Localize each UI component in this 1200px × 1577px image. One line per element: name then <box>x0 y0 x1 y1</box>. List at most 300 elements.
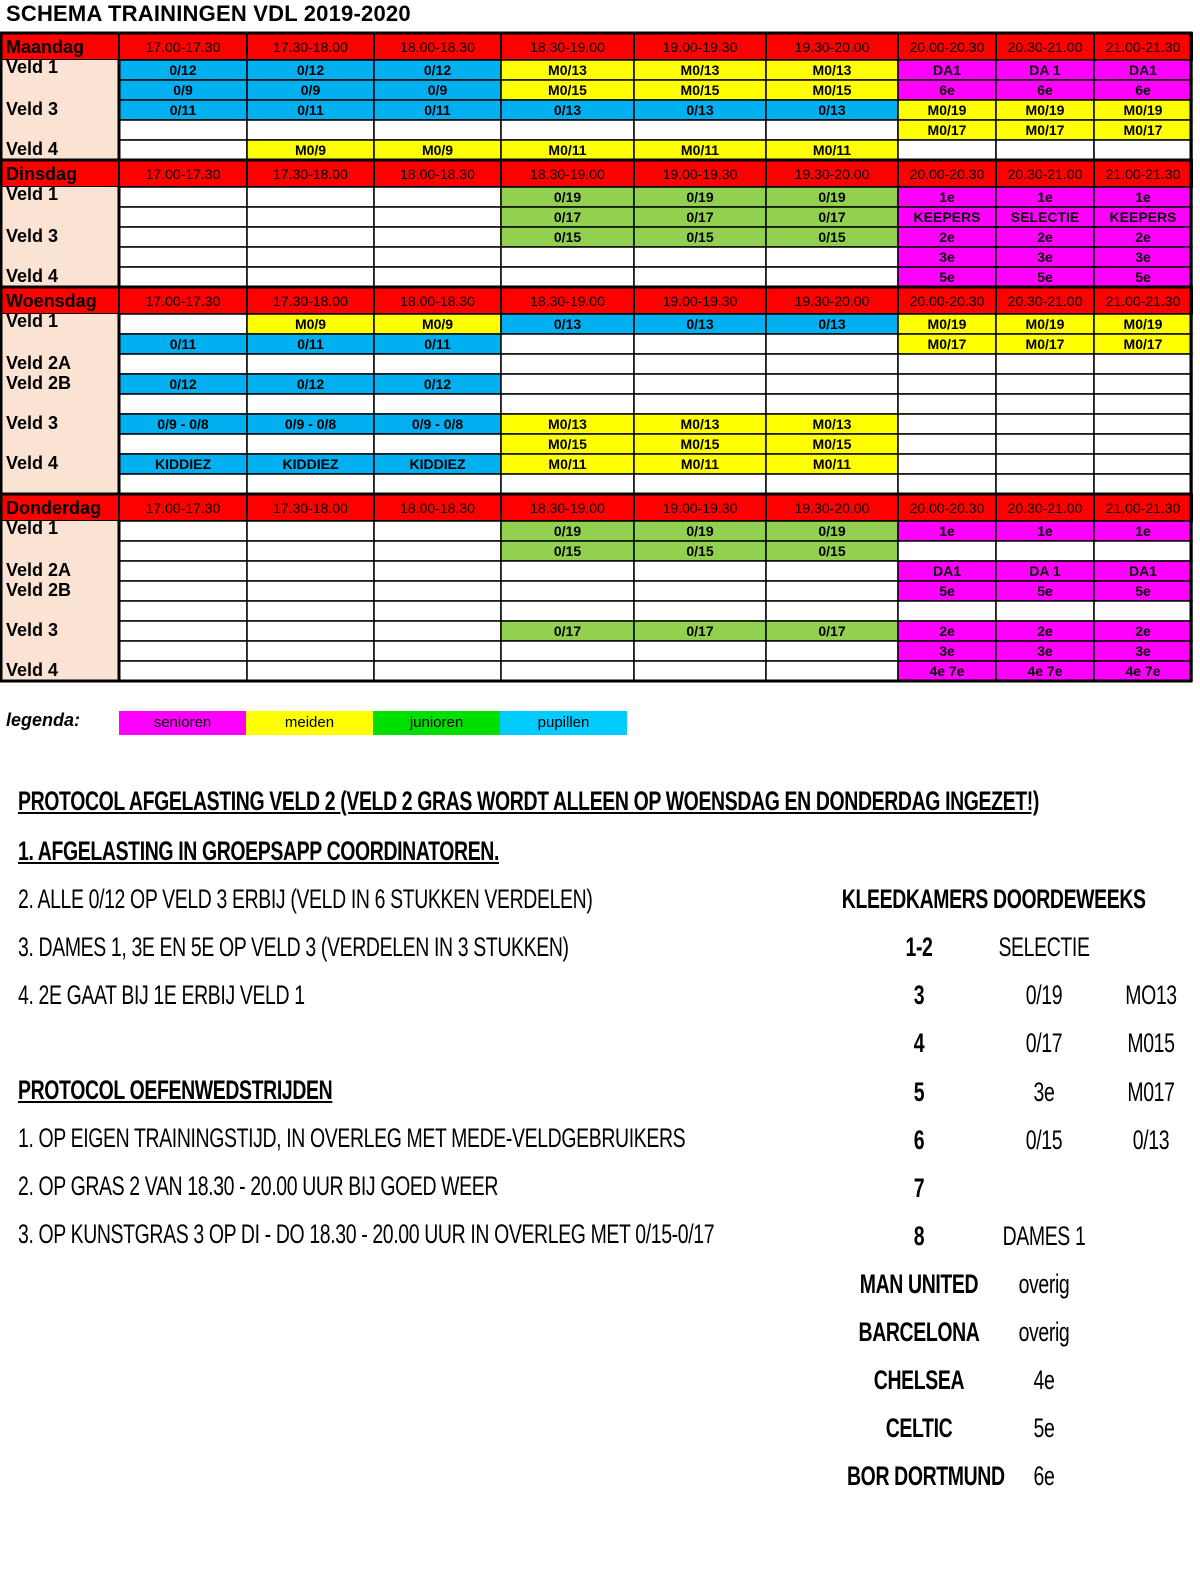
schedule-cell <box>1094 394 1192 414</box>
schedule-cell-label: 3e <box>1037 643 1053 659</box>
time-slot-label: 17.30-18.00 <box>273 293 348 309</box>
schedule-cell-label: M0/9 <box>421 316 454 332</box>
schedule-cell-label: M0/19 <box>1025 316 1065 332</box>
schedule-cell-label: 0/9 - 0/8 <box>284 416 337 432</box>
schedule-cell-label: M0/11 <box>548 142 587 158</box>
time-slot-label: 17.30-18.00 <box>273 500 348 516</box>
schedule-cell-label: M0/19 <box>1123 102 1163 118</box>
time-slot-label: 17.00-17.30 <box>145 39 221 55</box>
schedule-cell <box>766 601 898 621</box>
schedule-cell <box>119 474 247 494</box>
schedule-cell-label: 1e <box>1135 189 1151 205</box>
schedule-cell-label: 0/13 <box>686 102 714 118</box>
schedule-cell <box>119 314 247 334</box>
schedule-cell-label: M0/15 <box>812 436 852 452</box>
kleedkamer-number: MAN UNITED <box>859 1269 979 1299</box>
schedule-cell <box>119 621 247 641</box>
schedule-cell-label: M0/17 <box>1025 122 1065 138</box>
field-label: Veld 1 <box>6 184 59 204</box>
schedule-cell <box>501 581 634 601</box>
schedule-cell <box>374 354 501 374</box>
schedule-cell <box>374 434 501 454</box>
time-slot-label: 20.30-21.00 <box>1007 166 1083 182</box>
schedule-cell-label: 0/9 - 0/8 <box>411 416 464 432</box>
schedule-cell-label: M0/13 <box>680 416 720 432</box>
time-slot-label: 17.00-17.30 <box>145 166 221 182</box>
schedule-cell <box>1094 374 1192 394</box>
schedule-cell <box>898 140 996 160</box>
schedule-cell-label: 0/9 <box>300 82 321 98</box>
schedule-cell <box>501 661 634 681</box>
schedule-cell-label: M0/11 <box>680 142 720 158</box>
schedule-cell <box>119 541 247 561</box>
schedule-cell <box>898 541 996 561</box>
schedule-cell-label: 0/15 <box>553 229 582 245</box>
schedule-cell <box>501 374 634 394</box>
schedule-cell <box>374 227 501 247</box>
schedule-cell <box>996 374 1094 394</box>
time-slot-label: 17.30-18.00 <box>273 166 348 182</box>
kleedkamer-team: overig <box>1018 1317 1070 1347</box>
schedule-cell <box>119 187 247 207</box>
schedule-cell <box>374 394 501 414</box>
schedule-cell <box>247 434 374 454</box>
schedule-cell-label: 0/11 <box>169 336 197 352</box>
schedule-cell <box>1094 541 1192 561</box>
schedule-cell-label: M0/13 <box>548 416 587 432</box>
schedule-cell <box>1094 474 1192 494</box>
kleedkamers-title: KLEEDKAMERS DOORDEWEEKS <box>841 884 1146 914</box>
schedule-cell <box>634 581 766 601</box>
schedule-cell-label: M0/19 <box>927 316 967 332</box>
schedule-cell-label: M0/13 <box>812 62 852 78</box>
schedule-cell-label: 0/17 <box>818 623 846 639</box>
time-slot-label: 18.30-19.00 <box>530 293 605 309</box>
time-slot-label: 20.30-21.00 <box>1007 39 1083 55</box>
schedule-cell <box>374 474 501 494</box>
schedule-cell <box>247 581 374 601</box>
protocol-afgelasting-item-3: 3. DAMES 1, 3E EN 5E OP VELD 3 (VERDELEN IN 3 STUKKEN) <box>18 932 569 962</box>
schedule-cell-label: M0/11 <box>812 142 852 158</box>
protocol-oefen-item-1: 1. OP EIGEN TRAININGSTIJD, IN OVERLEG MET MEDE-VELDGEBRUIKERS <box>18 1123 686 1153</box>
schedule-cell <box>766 354 898 374</box>
schedule-cell-label: M0/9 <box>421 142 454 158</box>
schedule-cell <box>119 394 247 414</box>
schedule-cell-label: 2e <box>939 229 955 245</box>
field-label: Veld 2B <box>6 580 72 600</box>
kleedkamer-team: 4e <box>1033 1365 1055 1395</box>
schedule-cell-label: 3e <box>1135 249 1151 265</box>
field-label: Veld 2A <box>6 560 72 580</box>
schedule-cell <box>374 521 501 541</box>
schedule-cell-label: 0/11 <box>169 102 197 118</box>
schedule-cell-label: M0/11 <box>548 456 587 472</box>
schedule-cell-label: 0/11 <box>297 102 324 118</box>
kleedkamer-number: CELTIC <box>885 1413 953 1443</box>
time-slot-label: 19.30-20.00 <box>794 166 870 182</box>
time-slot-label: 20.00-20.30 <box>909 293 985 309</box>
time-slot-label: 18.00-18.30 <box>400 500 475 516</box>
schedule-cell <box>766 661 898 681</box>
schedule-cell-label: 0/17 <box>553 209 582 225</box>
schedule-cell <box>247 394 374 414</box>
schedule-cell <box>501 641 634 661</box>
schedule-cell <box>898 374 996 394</box>
schedule-cell-label: M0/17 <box>1123 122 1163 138</box>
schedule-cell-label: 2e <box>1135 623 1151 639</box>
schedule-cell <box>766 561 898 581</box>
schedule-cell <box>996 601 1094 621</box>
schedule-cell <box>996 394 1094 414</box>
schedule-cell <box>374 601 501 621</box>
schedule-cell-label: M0/19 <box>1123 316 1163 332</box>
kleedkamer-number: 6 <box>913 1125 925 1155</box>
protocol-oefen-item-3: 3. OP KUNSTGRAS 3 OP DI - DO 18.30 - 20.00 UUR IN OVERLEG MET 0/15-0/17 <box>18 1219 715 1249</box>
schedule-cell-label: 0/9 <box>173 82 193 98</box>
kleedkamer-team: 6e <box>1033 1461 1055 1491</box>
field-label: Veld 1 <box>6 57 59 77</box>
schedule-cell-label: M0/15 <box>548 82 587 98</box>
day-name: Woensdag <box>6 291 97 311</box>
schedule-cell <box>247 561 374 581</box>
kleedkamer-number: 3 <box>913 980 925 1010</box>
schedule-cell <box>119 581 247 601</box>
schedule-cell-label: 0/9 <box>427 82 448 98</box>
kleedkamer-team: 0/13 <box>1132 1125 1170 1155</box>
time-slot-label: 19.30-20.00 <box>794 500 870 516</box>
field-label: Veld 2B <box>6 373 72 393</box>
kleedkamer-team: M015 <box>1127 1028 1175 1058</box>
schedule-cell <box>119 434 247 454</box>
time-slot-label: 17.00-17.30 <box>145 500 221 516</box>
schedule-cell-label: 2e <box>1037 623 1053 639</box>
schedule-cell <box>501 601 634 621</box>
time-slot-label: 18.00-18.30 <box>400 293 475 309</box>
schedule-cell-label: 6e <box>939 82 955 98</box>
day-name: Donderdag <box>6 498 102 518</box>
schedule-cell-label: 0/15 <box>686 543 714 559</box>
time-slot-label: 18.30-19.00 <box>530 500 605 516</box>
schedule-cell-label: M0/17 <box>1025 336 1065 352</box>
time-slot-label: 20.00-20.30 <box>909 166 985 182</box>
schedule-cell <box>247 621 374 641</box>
schedule-cell <box>374 120 501 140</box>
schedule-cell-label: 2e <box>939 623 955 639</box>
schedule-cell <box>119 267 247 287</box>
time-slot-label: 19.00-19.30 <box>662 166 738 182</box>
schedule-cell-label: 0/13 <box>553 102 582 118</box>
schedule-cell <box>374 207 501 227</box>
day-name: Maandag <box>6 37 85 57</box>
schedule-cell <box>898 434 996 454</box>
time-slot-label: 18.00-18.30 <box>400 39 475 55</box>
schedule-cell-label: 0/19 <box>818 523 846 539</box>
schedule-cell <box>374 581 501 601</box>
schedule-cell <box>374 661 501 681</box>
schedule-cell-label: 4e 7e <box>929 663 965 679</box>
schedule-cell <box>996 354 1094 374</box>
schedule-cell <box>766 374 898 394</box>
schedule-cell-label: DA 1 <box>1029 62 1061 78</box>
schedule-cell-label: 2e <box>1037 229 1053 245</box>
kleedkamer-team: 0/19 <box>1025 980 1063 1010</box>
time-slot-label: 19.30-20.00 <box>794 39 870 55</box>
schedule-cell-label: M0/15 <box>680 436 720 452</box>
time-slot-label: 19.00-19.30 <box>662 500 738 516</box>
schedule-cell-label: 0/9 - 0/8 <box>157 416 209 432</box>
kleedkamer-team: 0/17 <box>1025 1028 1063 1058</box>
schedule-cell-label: KEEPERS <box>1109 209 1177 225</box>
schedule-cell-label: 0/15 <box>818 543 846 559</box>
schedule-cell-label: 0/19 <box>553 523 582 539</box>
field-label: Veld 4 <box>6 266 59 286</box>
field-label: Veld 1 <box>6 311 59 331</box>
schedule-cell <box>766 120 898 140</box>
day-name: Dinsdag <box>6 164 78 184</box>
schedule-cell <box>119 521 247 541</box>
schedule-cell <box>634 120 766 140</box>
schedule-cell <box>634 561 766 581</box>
schedule-cell-label: M0/11 <box>680 456 720 472</box>
schedule-cell-label: 3e <box>939 249 955 265</box>
schedule-cell <box>501 394 634 414</box>
schedule-cell-label: 0/17 <box>686 623 714 639</box>
schedule-cell-label: 5e <box>1135 583 1151 599</box>
time-slot-label: 18.30-19.00 <box>530 166 605 182</box>
field-label: Veld 3 <box>6 99 59 119</box>
schedule-cell <box>996 474 1094 494</box>
time-slot-label: 17.00-17.30 <box>145 293 221 309</box>
schedule-cell <box>247 120 374 140</box>
schedule-cell-label: M0/19 <box>1025 102 1065 118</box>
schedule-cell-label: 5e <box>1037 583 1053 599</box>
schedule-cell-label: M0/13 <box>548 62 587 78</box>
schedule-cell <box>634 661 766 681</box>
training-schedule-table <box>0 31 1196 704</box>
schedule-cell <box>1094 354 1192 374</box>
protocol-oefen-item-2: 2. OP GRAS 2 VAN 18.30 - 20.00 UUR BIJ GOED WEER <box>18 1171 499 1201</box>
legend-label: legenda: <box>6 710 81 730</box>
schedule-cell-label: 3e <box>1037 249 1053 265</box>
schedule-cell <box>374 621 501 641</box>
schedule-cell <box>374 247 501 267</box>
schedule-cell <box>501 561 634 581</box>
kleedkamer-number: CHELSEA <box>873 1365 965 1395</box>
schedule-cell <box>374 267 501 287</box>
schedule-cell <box>634 374 766 394</box>
schedule-cell-label: 6e <box>1135 82 1151 98</box>
time-slot-label: 18.00-18.30 <box>400 166 475 182</box>
schedule-cell-label: 0/12 <box>423 376 452 392</box>
schedule-cell <box>247 227 374 247</box>
schedule-cell <box>501 474 634 494</box>
schedule-cell <box>247 247 374 267</box>
time-slot-label: 18.30-19.00 <box>530 39 605 55</box>
schedule-cell <box>247 521 374 541</box>
schedule-cell-label: SELECTIE <box>1010 209 1080 225</box>
kleedkamer-number: 4 <box>913 1028 925 1058</box>
schedule-cell-label: M0/15 <box>548 436 587 452</box>
schedule-cell <box>119 354 247 374</box>
schedule-cell <box>374 641 501 661</box>
schedule-cell <box>766 334 898 354</box>
time-slot-label: 21.00-21.30 <box>1105 166 1181 182</box>
schedule-cell-label: 4e 7e <box>1027 663 1063 679</box>
schedule-cell <box>247 267 374 287</box>
schedule-cell <box>119 561 247 581</box>
kleedkamer-number: BARCELONA <box>858 1317 980 1347</box>
schedule-cell <box>898 474 996 494</box>
field-column <box>0 521 119 681</box>
schedule-cell-label: KIDDIEZ <box>282 456 339 472</box>
time-slot-label: 20.30-21.00 <box>1007 293 1083 309</box>
schedule-cell-label: 0/13 <box>818 102 846 118</box>
schedule-cell-label: M0/15 <box>812 82 852 98</box>
schedule-cell <box>898 414 996 434</box>
schedule-cell <box>119 601 247 621</box>
schedule-cell <box>119 227 247 247</box>
schedule-cell <box>374 541 501 561</box>
time-slot-label: 19.30-20.00 <box>794 293 870 309</box>
schedule-cell <box>247 187 374 207</box>
schedule-cell-label: 0/12 <box>169 62 197 78</box>
schedule-cell-label: 0/19 <box>553 189 582 205</box>
kleedkamer-team: M017 <box>1127 1077 1175 1107</box>
schedule-cell <box>634 247 766 267</box>
schedule-cell-label: 0/15 <box>686 229 714 245</box>
legend-meiden: meiden <box>246 711 373 735</box>
page-title: SCHEMA TRAININGEN VDL 2019-2020 <box>6 1 411 26</box>
schedule-cell-label: 0/13 <box>553 316 582 332</box>
schedule-cell <box>634 267 766 287</box>
schedule-cell-label: 5e <box>1037 269 1053 285</box>
schedule-cell-label: 4e 7e <box>1125 663 1161 679</box>
schedule-cell-label: 0/17 <box>686 209 714 225</box>
schedule-cell <box>247 541 374 561</box>
field-label: Veld 2A <box>6 353 72 373</box>
protocol-afgelasting-item-1: 1. AFGELASTING IN GROEPSAPP COORDINATOREN. <box>18 836 500 866</box>
field-label: Veld 3 <box>6 413 59 433</box>
schedule-cell-label: M0/17 <box>927 122 967 138</box>
schedule-cell <box>996 541 1094 561</box>
kleedkamer-team: 0/15 <box>1025 1125 1063 1155</box>
schedule-cell-label: 5e <box>939 269 955 285</box>
schedule-cell-label: M0/9 <box>294 316 327 332</box>
schedule-cell-label: 1e <box>939 189 955 205</box>
protocol-afgelasting-item-4: 4. 2E GAAT BIJ 1E ERBIJ VELD 1 <box>18 980 305 1010</box>
kleedkamer-team: 3e <box>1033 1077 1055 1107</box>
field-label: Veld 4 <box>6 453 59 473</box>
schedule-cell-label: M0/13 <box>680 62 720 78</box>
time-slot-label: 19.00-19.30 <box>662 39 738 55</box>
schedule-cell-label: 6e <box>1037 82 1053 98</box>
schedule-cell <box>634 641 766 661</box>
schedule-cell <box>996 434 1094 454</box>
field-label: Veld 4 <box>6 660 59 680</box>
protocol-afgelasting-title: PROTOCOL AFGELASTING VELD 2 (VELD 2 GRAS WORDT ALLEEN OP WOENSDAG EN DONDERDAG INGEZET!) <box>18 786 1040 816</box>
schedule-cell-label: KIDDIEZ <box>409 456 466 472</box>
time-slot-label: 21.00-21.30 <box>1105 293 1181 309</box>
kleedkamer-team: MO13 <box>1125 980 1177 1010</box>
schedule-cell <box>247 641 374 661</box>
schedule-cell <box>119 247 247 267</box>
kleedkamer-number: 8 <box>913 1221 925 1251</box>
schedule-cell-label: 3e <box>939 643 955 659</box>
schedule-cell-label: 0/12 <box>169 376 197 392</box>
schedule-cell-label: M0/13 <box>812 416 852 432</box>
schedule-cell <box>996 454 1094 474</box>
schedule-cell <box>898 354 996 374</box>
schedule-cell-label: 1e <box>1037 189 1053 205</box>
field-label: Veld 4 <box>6 139 59 159</box>
schedule-cell-label: 0/13 <box>818 316 846 332</box>
schedule-cell-label: 0/15 <box>818 229 846 245</box>
legend-junioren: junioren <box>373 711 500 735</box>
schedule-cell-label: DA1 <box>932 563 962 579</box>
schedule-cell <box>247 354 374 374</box>
schedule-cell-label: DA1 <box>932 62 962 78</box>
kleedkamer-team: overig <box>1018 1269 1070 1299</box>
schedule-cell <box>247 207 374 227</box>
schedule-cell <box>766 581 898 601</box>
schedule-cell <box>898 601 996 621</box>
schedule-cell-label: 2e <box>1135 229 1151 245</box>
schedule-cell-label: 0/11 <box>424 336 451 352</box>
field-label: Veld 3 <box>6 226 59 246</box>
schedule-cell-label: 0/13 <box>686 316 714 332</box>
schedule-cell <box>247 601 374 621</box>
time-slot-label: 19.00-19.30 <box>662 293 738 309</box>
schedule-cell <box>634 474 766 494</box>
schedule-cell <box>1094 434 1192 454</box>
schedule-cell-label: 1e <box>939 523 955 539</box>
kleedkamer-number: 1-2 <box>905 932 933 962</box>
kleedkamer-team: SELECTIE <box>998 932 1090 962</box>
schedule-cell-label: M0/11 <box>812 456 852 472</box>
schedule-cell <box>766 641 898 661</box>
protocol-oefen-title: PROTOCOL OEFENWEDSTRIJDEN <box>18 1075 333 1105</box>
schedule-cell-label: 0/11 <box>424 102 451 118</box>
schedule-cell-label: 5e <box>1135 269 1151 285</box>
schedule-cell <box>634 354 766 374</box>
schedule-cell-label: M0/17 <box>927 336 967 352</box>
schedule-cell-label: 0/12 <box>296 376 325 392</box>
kleedkamer-number: 5 <box>913 1077 925 1107</box>
schedule-cell-label: 0/17 <box>818 209 846 225</box>
schedule-cell <box>634 394 766 414</box>
schedule-cell <box>374 187 501 207</box>
schedule-cell-label: DA1 <box>1128 62 1158 78</box>
schedule-cell-label: M0/17 <box>1123 336 1163 352</box>
schedule-cell <box>1094 601 1192 621</box>
time-slot-label: 17.30-18.00 <box>273 39 348 55</box>
schedule-cell <box>766 247 898 267</box>
schedule-cell <box>996 414 1094 434</box>
time-slot-label: 20.00-20.30 <box>909 500 985 516</box>
schedule-cell <box>766 267 898 287</box>
schedule-cell <box>501 120 634 140</box>
schedule-cell-label: 0/15 <box>553 543 582 559</box>
field-label: Veld 3 <box>6 620 59 640</box>
schedule-cell-label: M0/19 <box>927 102 967 118</box>
kleedkamer-number: 7 <box>913 1173 925 1203</box>
schedule-cell-label: 0/19 <box>818 189 846 205</box>
schedule-cell <box>634 334 766 354</box>
schedule-cell <box>119 641 247 661</box>
schedule-cell <box>1094 140 1192 160</box>
schedule-cell-label: 1e <box>1135 523 1151 539</box>
schedule-cell-label: 0/11 <box>297 336 324 352</box>
